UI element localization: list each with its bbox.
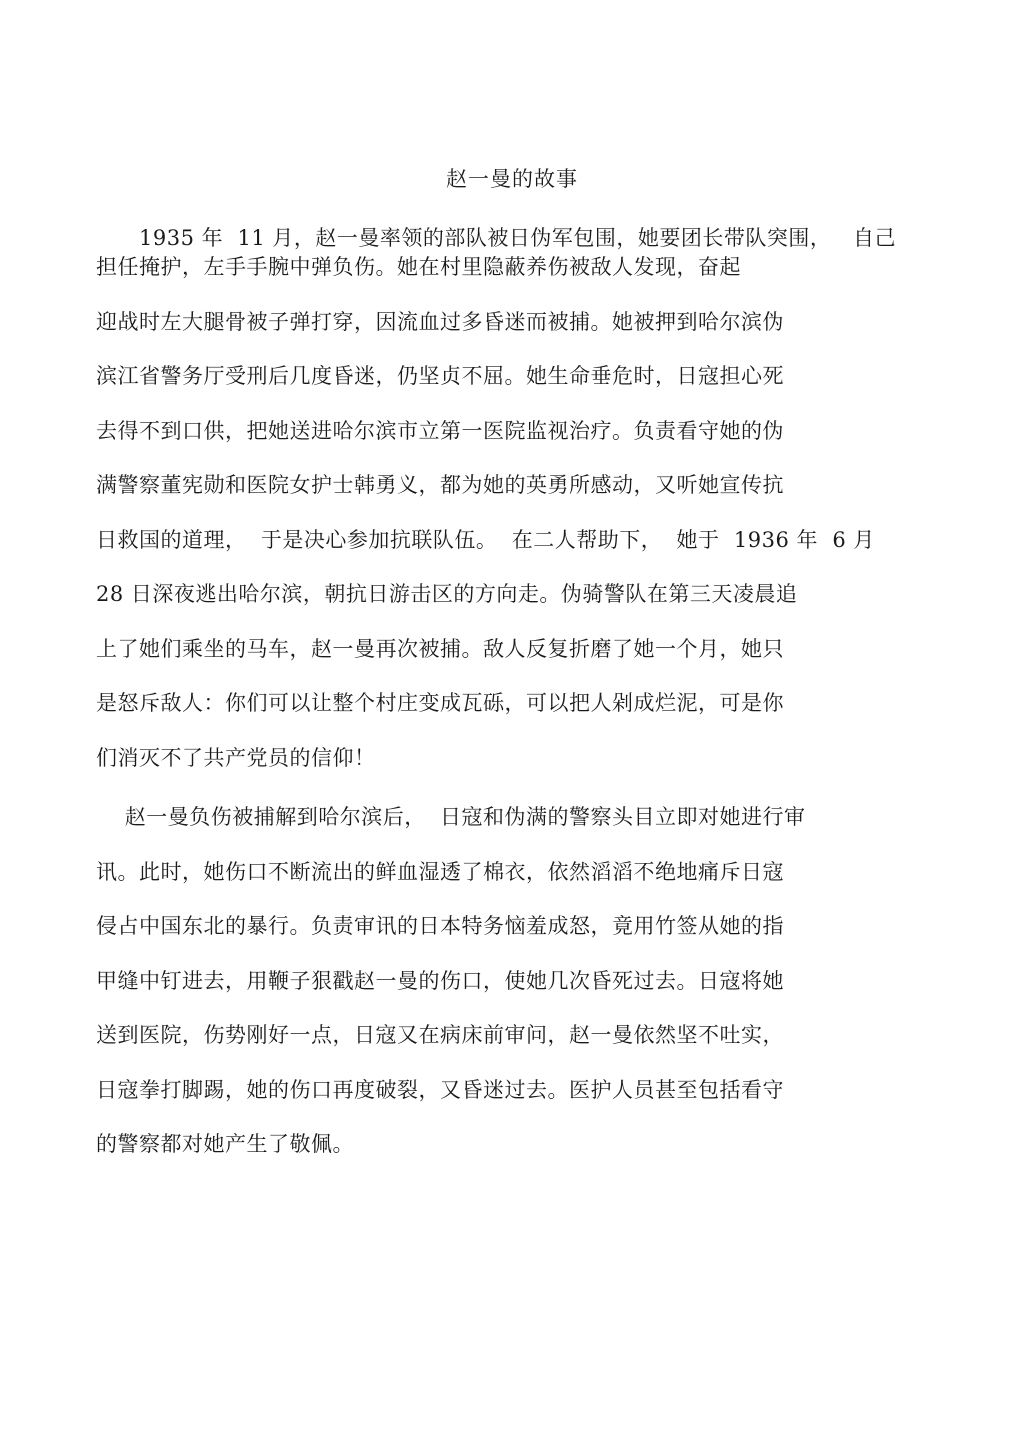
- document-title: 赵一曼的故事: [446, 167, 578, 191]
- text-line: 上了她们乘坐的马车，赵一曼再次被捕。敌人反复折磨了她一个月，她只: [96, 637, 784, 661]
- text-line: 去得不到口供，把她送进哈尔滨市立第一医院监视治疗。负责看守她的伪: [96, 419, 784, 443]
- text-line: 们消灭不了共产党员的信仰！: [96, 746, 376, 770]
- text-line: 满警察董宪勋和医院女护士韩勇义，都为她的英勇所感动，又听她宣传抗: [96, 473, 784, 497]
- text-line: 送到医院，伤势刚好一点，日寇又在病床前审问，赵一曼依然坚不吐实，: [96, 1023, 784, 1047]
- text-line: 28 日深夜逃出哈尔滨，朝抗日游击区的方向走。伪骑警队在第三天凌晨追: [96, 582, 798, 606]
- text-line: 讯。此时，她伤口不断流出的鲜血湿透了棉衣，依然滔滔不绝地痛斥日寇: [96, 860, 784, 884]
- text-line: 侵占中国东北的暴行。负责审讯的日本特务恼羞成怒，竟用竹签从她的指: [96, 914, 784, 938]
- text-line: 是怒斥敌人：你们可以让整个村庄变成瓦砾，可以把人剁成烂泥，可是你: [96, 691, 784, 715]
- text-line: 日救国的道理， 于是决心参加抗联队伍。 在二人帮助下， 她于 1936 年 6 月: [96, 528, 875, 552]
- text-line: 担任掩护，左手手腕中弹负伤。她在村里隐蔽养伤被敌人发现，奋起: [96, 255, 741, 279]
- text-line: 迎战时左大腿骨被子弹打穿，因流血过多昏迷而被捕。她被押到哈尔滨伪: [96, 310, 784, 334]
- text-line: 1935 年 11 月，赵一曼率领的部队被日伪军包围，她要团长带队突围， 自己: [96, 226, 896, 250]
- text-line: 日寇拳打脚踢，她的伤口再度破裂，又昏迷过去。医护人员甚至包括看守: [96, 1078, 784, 1102]
- text-line: 赵一曼负伤被捕解到哈尔滨后， 日寇和伪满的警察头目立即对她进行审: [96, 805, 806, 829]
- text-line: 的警察都对她产生了敬佩。: [96, 1132, 354, 1156]
- text-line: 滨江省警务厅受刑后几度昏迷，仍坚贞不屈。她生命垂危时，日寇担心死: [96, 364, 784, 388]
- text-line: 甲缝中钉进去，用鞭子狠戳赵一曼的伤口，使她几次昏死过去。日寇将她: [96, 969, 784, 993]
